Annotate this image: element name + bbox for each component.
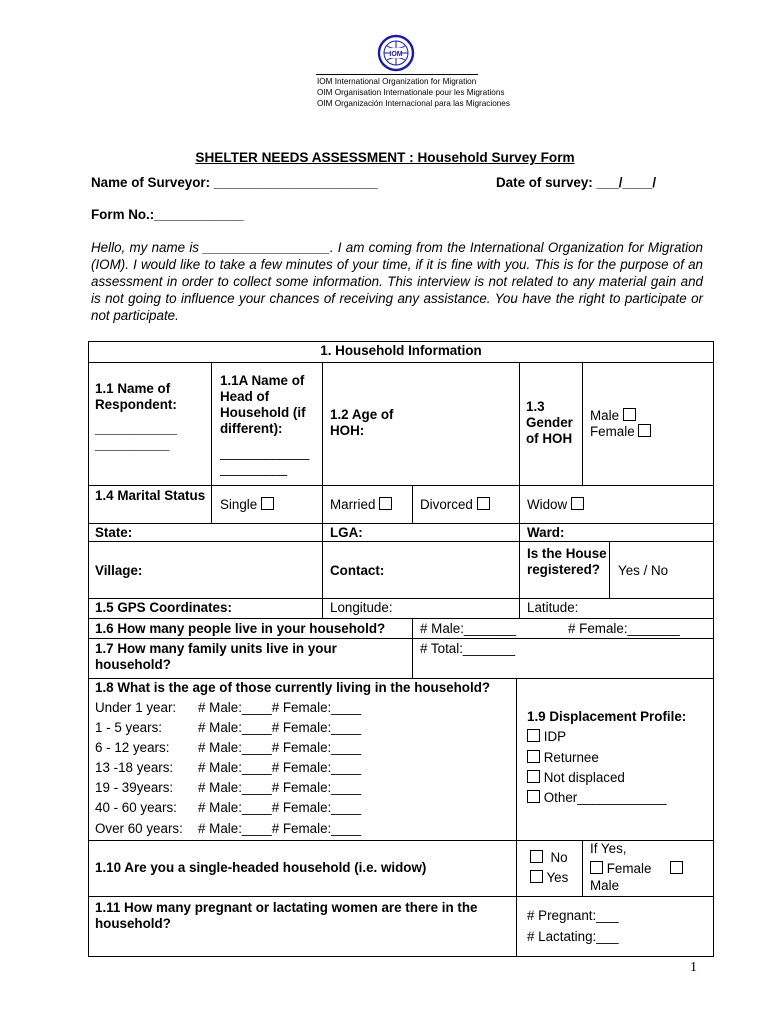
q16-female-field[interactable]: # Female:_______: [568, 621, 680, 636]
hoh-name-blank[interactable]: ____________ _________: [220, 445, 310, 476]
yes-label: Yes: [546, 870, 569, 885]
male-checkbox[interactable]: [623, 408, 636, 421]
iom-logo: [376, 34, 416, 74]
displacement-not-displaced-option[interactable]: [527, 770, 625, 786]
org-name-es: OIM Organización Internacional para las Migraciones: [317, 99, 510, 108]
age-row-label: 1 - 5 years:: [95, 720, 162, 735]
ward-label: Ward:: [527, 525, 565, 540]
form-number-field[interactable]: Form No.:____________: [91, 207, 244, 222]
male-label: Male: [590, 408, 620, 423]
age-row-counts[interactable]: # Male:____# Female:____: [198, 821, 362, 836]
yes-checkbox[interactable]: [530, 870, 543, 883]
gender-female-option[interactable]: [590, 424, 651, 440]
female-label: Female: [590, 424, 635, 439]
other-label: Other____________: [543, 790, 667, 805]
q16-label: 1.6 How many people live in your household?: [95, 621, 386, 636]
marital-married-option[interactable]: [330, 497, 392, 513]
q110-female-option[interactable]: [590, 861, 683, 877]
gps-label: 1.5 GPS Coordinates:: [95, 600, 232, 615]
gender-male-option[interactable]: [590, 408, 636, 424]
respondent-label: 1.1 Name of Respondent:: [95, 381, 177, 412]
no-checkbox[interactable]: [530, 850, 543, 863]
lga-label: LGA:: [330, 525, 363, 540]
section-title: 1. Household Information: [320, 343, 482, 358]
age-row-counts[interactable]: # Male:____# Female:____: [198, 760, 362, 775]
q17-total-field[interactable]: # Total:_______: [420, 641, 516, 656]
age-row-label: Over 60 years:: [95, 821, 183, 836]
q110-male-checkbox[interactable]: [670, 861, 683, 874]
latitude-field[interactable]: Latitude:: [527, 600, 579, 615]
displacement-returnee-option[interactable]: [527, 750, 599, 766]
age-row-label: 19 - 39years:: [95, 780, 174, 795]
idp-checkbox[interactable]: [527, 729, 540, 742]
age-row-counts[interactable]: # Male:____# Female:____: [198, 740, 362, 755]
q18-label: 1.8 What is the age of those currently living in the household?: [95, 680, 491, 695]
hoh-name-label: 1.1A Name of Head of Household (if different):: [220, 373, 306, 436]
surveyor-field[interactable]: Name of Surveyor: ______________________: [91, 175, 378, 190]
not-displaced-label: Not displaced: [543, 770, 625, 785]
org-divider: [316, 74, 478, 75]
marital-divorced-option[interactable]: [420, 497, 490, 513]
respondent-blank[interactable]: ___________ __________: [95, 420, 177, 451]
age-row-counts[interactable]: # Male:____# Female:____: [198, 720, 362, 735]
q19-label: 1.9 Displacement Profile:: [527, 709, 687, 724]
hoh-age-label: 1.2 Age of HOH:: [330, 407, 394, 438]
divorced-label: Divorced: [420, 497, 473, 512]
q110-female-label: Female: [606, 861, 652, 876]
age-row-label: 13 -18 years:: [95, 760, 174, 775]
age-row-label: 6 - 12 years:: [95, 740, 170, 755]
house-registered-yes-no[interactable]: Yes / No: [618, 563, 669, 578]
age-row-counts[interactable]: # Male:____# Female:____: [198, 800, 362, 815]
single-label: Single: [220, 497, 258, 512]
q110-male-label: Male: [590, 878, 620, 893]
contact-label: Contact:: [330, 563, 385, 578]
married-checkbox[interactable]: [379, 497, 392, 510]
marital-widow-option[interactable]: [527, 497, 584, 513]
q110-female-checkbox[interactable]: [590, 861, 603, 874]
age-row-label: 40 - 60 years:: [95, 800, 177, 815]
hoh-gender-label: 1.3 Gender of HOH: [526, 399, 573, 446]
divorced-checkbox[interactable]: [477, 497, 490, 510]
lactating-field[interactable]: # Lactating:___: [527, 929, 619, 944]
q111-label: 1.11 How many pregnant or lactating women are there in the household?: [95, 900, 478, 931]
age-row-label: Under 1 year:: [95, 700, 177, 715]
returnee-label: Returnee: [543, 750, 599, 765]
displacement-idp-option[interactable]: [527, 729, 566, 745]
not-displaced-checkbox[interactable]: [527, 770, 540, 783]
intro-paragraph: Hello, my name is _________________. I am coming from the International Organization for Migration (IOM). I would like to take a few minutes of your time, if it is fine with you. This is for the purpose of an assessment in order to collect some information. This interview is not related to any material gain and is not going to influence your chances of receiving any assistance. You have the right to participate or not participate.: [91, 240, 703, 323]
marital-status-label: 1.4 Marital Status: [95, 488, 206, 503]
org-name-fr: OIM Organisation Internationale pour les Migrations: [317, 88, 505, 97]
age-row-counts[interactable]: # Male:____# Female:____: [198, 780, 362, 795]
returnee-checkbox[interactable]: [527, 750, 540, 763]
house-registered-label: Is the House registered?: [527, 546, 607, 577]
married-label: Married: [330, 497, 376, 512]
org-name-en: IOM International Organization for Migration: [317, 77, 477, 86]
widow-checkbox[interactable]: [571, 497, 584, 510]
displacement-other-option[interactable]: [527, 790, 667, 806]
q17-label: 1.7 How many family units live in your household?: [95, 641, 337, 672]
female-checkbox[interactable]: [638, 424, 651, 437]
pregnant-field[interactable]: # Pregnant:___: [527, 908, 619, 923]
page-number: 1: [690, 960, 697, 975]
marital-single-option[interactable]: [220, 497, 274, 513]
q110-no-option[interactable]: [530, 850, 568, 866]
no-label: No: [550, 850, 568, 865]
form-title: SHELTER NEEDS ASSESSMENT : Household Survey Form: [195, 150, 575, 165]
village-label: Village:: [95, 563, 143, 578]
q110-label: 1.10 Are you a single-headed household (i.e. widow): [95, 860, 427, 875]
q16-male-field[interactable]: # Male:_______: [420, 621, 517, 636]
survey-date-field[interactable]: Date of survey: ___/____/: [496, 175, 657, 190]
widow-label: Widow: [527, 497, 568, 512]
q110-yes-option[interactable]: [530, 870, 568, 886]
state-label: State:: [95, 525, 133, 540]
svg-text:IOM: IOM: [389, 51, 403, 58]
other-checkbox[interactable]: [527, 790, 540, 803]
single-checkbox[interactable]: [261, 497, 274, 510]
age-row-counts[interactable]: # Male:____# Female:____: [198, 700, 362, 715]
longitude-field[interactable]: Longitude:: [330, 600, 393, 615]
idp-label: IDP: [543, 729, 567, 744]
if-yes-label: If Yes,: [590, 841, 627, 856]
